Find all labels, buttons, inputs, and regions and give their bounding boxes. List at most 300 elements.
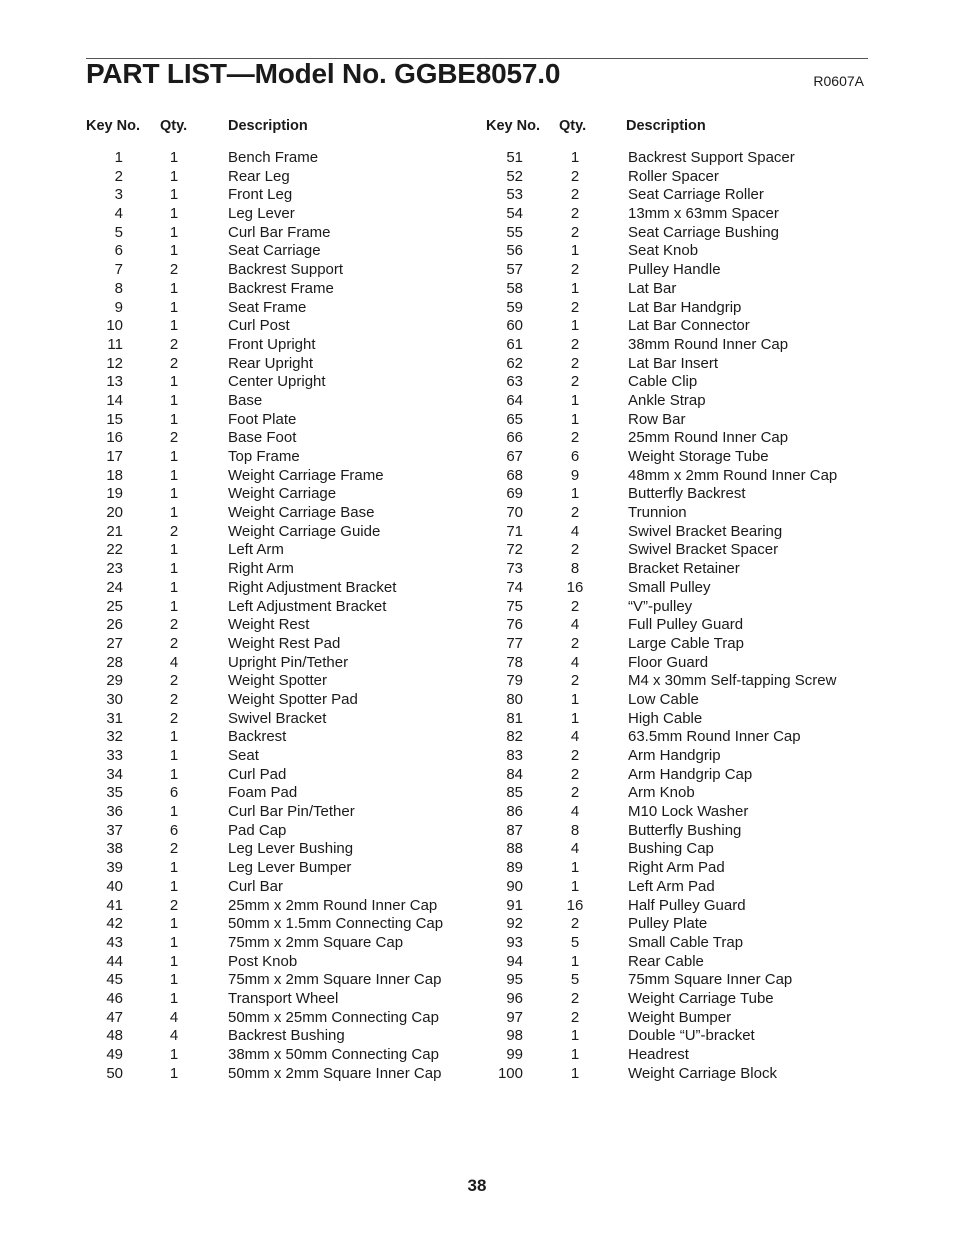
part-key-no: 100	[497, 1064, 523, 1082]
part-description: Curl Pad	[228, 765, 287, 783]
part-description: 75mm x 2mm Square Cap	[228, 933, 404, 951]
part-key-no: 14	[106, 391, 123, 409]
part-key-no: 2	[114, 167, 123, 185]
part-description: Bench Frame	[228, 149, 319, 166]
part-description: Pulley Handle	[628, 261, 721, 279]
part-key-no: 99	[506, 1046, 523, 1063]
part-key-no: 78	[506, 653, 523, 671]
part-key-no: 57	[506, 261, 523, 279]
part-qty: 1	[169, 728, 179, 746]
part-qty: 4	[570, 522, 580, 540]
part-description: Butterfly Backrest	[628, 485, 746, 503]
part-description: Large Cable Trap	[628, 634, 744, 652]
part-qty: 8	[570, 821, 580, 839]
part-qty: 2	[570, 373, 580, 391]
part-key-no: 66	[506, 429, 523, 447]
part-key-no: 76	[506, 616, 523, 634]
qty-header: Qty.	[160, 118, 188, 134]
part-qty: 1	[570, 317, 580, 335]
part-key-no: 81	[506, 709, 523, 727]
part-description: Swivel Bracket Bearing	[628, 522, 783, 540]
part-description: 75mm Square Inner Cap	[628, 971, 793, 989]
part-description: Curl Bar Pin/Tether	[228, 803, 355, 821]
part-qty: 6	[169, 821, 179, 839]
part-description: 75mm x 2mm Square Inner Cap	[228, 971, 442, 989]
part-qty: 2	[570, 915, 580, 933]
part-qty: 1	[570, 242, 580, 260]
part-qty: 2	[169, 896, 179, 914]
part-key-no: 21	[106, 522, 123, 540]
part-description: Cable Clip	[628, 373, 698, 391]
part-qty: 1	[169, 448, 179, 465]
part-description: Weight Rest Pad	[228, 634, 341, 652]
part-key-no: 98	[506, 1027, 523, 1045]
part-key-no: 1	[114, 149, 123, 166]
part-qty: 5	[570, 933, 580, 951]
part-description: Leg Lever	[228, 205, 295, 223]
part-qty: 1	[570, 279, 580, 297]
part-description: Low Cable	[628, 690, 699, 708]
part-description: M4 x 30mm Self-tapping Screw	[628, 672, 837, 690]
part-key-no: 23	[106, 560, 123, 578]
part-qty: 1	[570, 149, 580, 166]
part-description: Transport Wheel	[228, 989, 339, 1007]
part-qty: 1	[169, 466, 179, 484]
part-key-no: 87	[506, 821, 523, 839]
part-description: Small Cable Trap	[628, 933, 744, 951]
part-key-no: 75	[506, 597, 523, 615]
part-description: Ankle Strap	[628, 391, 706, 409]
revision-code: R0607A	[813, 73, 864, 89]
part-key-no: 89	[506, 859, 523, 877]
part-key-no: 52	[506, 167, 523, 185]
part-qty: 1	[169, 1046, 179, 1063]
part-qty: 1	[570, 877, 580, 895]
part-qty: 1	[169, 242, 179, 260]
part-key-no: 41	[106, 896, 123, 914]
part-qty: 1	[169, 578, 179, 596]
part-qty: 4	[169, 1027, 179, 1045]
part-qty: 2	[570, 634, 580, 652]
part-qty: 4	[169, 653, 179, 671]
part-key-no: 18	[106, 466, 123, 484]
part-key-no: 48	[106, 1027, 123, 1045]
part-qty: 1	[169, 410, 179, 428]
part-key-no: 22	[106, 541, 123, 559]
part-key-no: 95	[506, 971, 523, 989]
part-qty: 1	[169, 541, 179, 559]
part-key-no: 85	[506, 784, 523, 802]
part-qty: 4	[570, 616, 580, 634]
part-key-no: 35	[106, 784, 123, 802]
part-key-no: 8	[114, 279, 123, 297]
part-description: Seat Carriage Roller	[628, 186, 764, 204]
part-qty: 1	[570, 391, 580, 409]
part-description: Weight Carriage Tube	[628, 989, 774, 1007]
part-description: Trunnion	[628, 504, 687, 522]
part-qty: 1	[169, 597, 179, 615]
page-title: PART LIST—Model No. GGBE8057.0	[86, 58, 561, 89]
part-key-no: 20	[106, 504, 123, 522]
part-description: Left Adjustment Bracket	[228, 597, 387, 615]
part-qty: 2	[570, 747, 580, 764]
part-description: 38mm Round Inner Cap	[628, 335, 789, 353]
part-qty: 1	[169, 504, 179, 522]
part-description: Weight Carriage Base	[228, 504, 375, 522]
part-key-no: 36	[106, 803, 123, 821]
part-description: 25mm x 2mm Round Inner Cap	[228, 896, 438, 914]
page-number: 38	[467, 1176, 487, 1195]
part-key-no: 93	[506, 933, 523, 951]
part-qty: 1	[169, 560, 179, 578]
part-qty: 1	[570, 859, 580, 877]
part-qty: 2	[169, 690, 179, 708]
part-qty: 2	[570, 354, 580, 372]
part-description: Rear Cable	[628, 952, 704, 970]
part-key-no: 3	[114, 186, 123, 204]
part-key-no: 82	[506, 728, 523, 746]
part-key-no: 38	[106, 840, 123, 858]
part-description: Headrest	[628, 1046, 689, 1063]
part-qty: 1	[169, 933, 179, 951]
part-description: Bracket Retainer	[628, 560, 740, 578]
part-description: Pad Cap	[228, 821, 287, 839]
part-key-no: 9	[114, 298, 123, 316]
part-description: 50mm x 25mm Connecting Cap	[228, 1008, 439, 1026]
part-qty: 4	[570, 653, 580, 671]
part-qty: 4	[570, 840, 580, 858]
part-qty: 1	[169, 952, 179, 970]
part-key-no: 37	[106, 821, 123, 839]
part-key-no: 77	[506, 634, 523, 652]
part-key-no: 47	[106, 1008, 123, 1026]
part-key-no: 56	[506, 242, 523, 260]
part-qty: 2	[169, 634, 179, 652]
part-description: Weight Carriage Block	[628, 1064, 777, 1082]
part-key-no: 30	[106, 690, 123, 708]
part-qty: 1	[570, 1027, 580, 1045]
part-description: 48mm x 2mm Round Inner Cap	[628, 466, 838, 484]
part-description: Front Upright	[228, 335, 316, 353]
part-description: Left Arm	[228, 541, 284, 559]
part-qty: 1	[169, 765, 179, 783]
part-description: 50mm x 2mm Square Inner Cap	[228, 1064, 442, 1082]
part-description: Top Frame	[228, 448, 300, 465]
part-qty: 2	[570, 504, 580, 522]
part-qty: 1	[169, 149, 179, 166]
part-key-no: 7	[114, 261, 123, 279]
part-qty: 2	[570, 597, 580, 615]
part-description: 38mm x 50mm Connecting Cap	[228, 1046, 439, 1063]
part-description: Small Pulley	[628, 578, 711, 596]
part-key-no: 44	[106, 952, 123, 970]
part-key-no: 40	[106, 877, 123, 895]
part-description: Lat Bar	[628, 279, 677, 297]
part-key-no: 62	[506, 354, 523, 372]
part-key-no: 28	[106, 653, 123, 671]
part-description: Row Bar	[628, 410, 686, 428]
part-description: Seat Carriage Bushing	[628, 223, 779, 241]
part-qty: 8	[570, 560, 580, 578]
description-header: Description	[228, 118, 308, 134]
part-key-no: 50	[106, 1064, 123, 1082]
part-key-no: 5	[114, 223, 123, 241]
part-description: M10 Lock Washer	[628, 803, 749, 821]
part-description: Backrest Support	[228, 261, 344, 279]
part-qty: 1	[169, 1064, 179, 1082]
part-qty: 2	[570, 205, 580, 223]
part-description: Backrest Frame	[228, 279, 334, 297]
part-qty: 6	[570, 448, 580, 465]
part-qty: 2	[570, 1008, 580, 1026]
part-key-no: 86	[506, 803, 523, 821]
part-key-no: 72	[506, 541, 523, 559]
part-qty: 2	[570, 541, 580, 559]
part-qty: 1	[169, 877, 179, 895]
part-key-no: 42	[106, 915, 123, 933]
part-description: Weight Carriage Guide	[228, 522, 381, 540]
part-key-no: 45	[106, 971, 123, 989]
part-qty: 16	[566, 896, 584, 914]
key-no-header: Key No.	[486, 118, 540, 134]
part-description: 13mm x 63mm Spacer	[628, 205, 779, 223]
part-key-no: 60	[506, 317, 523, 335]
part-description: Weight Carriage Frame	[228, 466, 384, 484]
part-description: Double “U”-bracket	[628, 1027, 755, 1045]
part-description: Backrest	[228, 728, 287, 746]
part-qty: 2	[570, 429, 580, 447]
part-key-no: 84	[506, 765, 523, 783]
part-qty: 1	[570, 952, 580, 970]
part-qty: 2	[169, 429, 179, 447]
key-no-header: Key No.	[86, 118, 140, 134]
part-description: Half Pulley Guard	[628, 896, 746, 914]
part-description: Base	[228, 391, 263, 409]
part-qty: 2	[570, 335, 580, 353]
part-description: Arm Handgrip Cap	[628, 765, 753, 783]
part-qty: 2	[570, 989, 580, 1007]
part-qty: 2	[169, 354, 179, 372]
part-description: Curl Post	[228, 317, 290, 335]
part-key-no: 12	[106, 354, 123, 372]
part-key-no: 6	[114, 242, 123, 260]
part-qty: 2	[570, 298, 580, 316]
part-description: Arm Knob	[628, 784, 695, 802]
part-description: Floor Guard	[628, 653, 709, 671]
part-qty: 1	[570, 1046, 580, 1063]
part-qty: 9	[570, 466, 580, 484]
part-key-no: 32	[106, 728, 123, 746]
part-description: Lat Bar Insert	[628, 354, 719, 372]
part-description: Backrest Bushing	[228, 1027, 345, 1045]
part-key-no: 54	[506, 205, 523, 223]
part-description: Right Adjustment Bracket	[228, 578, 397, 596]
part-description: Right Arm Pad	[628, 859, 725, 877]
part-key-no: 49	[106, 1046, 123, 1063]
part-qty: 2	[169, 522, 179, 540]
part-qty: 2	[169, 672, 179, 690]
part-key-no: 11	[107, 335, 123, 353]
part-description: 25mm Round Inner Cap	[628, 429, 789, 447]
part-key-no: 16	[106, 429, 123, 447]
part-key-no: 65	[506, 410, 523, 428]
part-qty: 4	[169, 1008, 179, 1026]
part-description: Weight Spotter	[228, 672, 327, 690]
part-description: Seat Knob	[628, 242, 699, 260]
part-key-no: 17	[106, 448, 123, 465]
part-description: Butterfly Bushing	[628, 821, 742, 839]
part-qty: 2	[570, 765, 580, 783]
part-qty: 1	[570, 410, 580, 428]
part-description: Center Upright	[228, 373, 326, 391]
part-key-no: 69	[506, 485, 523, 503]
part-qty: 1	[169, 971, 179, 989]
part-key-no: 58	[506, 279, 523, 297]
part-description: Pulley Plate	[628, 915, 708, 933]
part-description: Swivel Bracket Spacer	[628, 541, 779, 559]
part-key-no: 83	[506, 747, 523, 764]
part-qty: 1	[570, 690, 580, 708]
part-qty: 6	[169, 784, 179, 802]
part-description: Post Knob	[228, 952, 298, 970]
part-qty: 2	[169, 261, 179, 279]
part-description: Right Arm	[228, 560, 294, 578]
part-description: Seat	[228, 747, 259, 764]
part-qty: 2	[169, 840, 179, 858]
part-qty: 4	[570, 728, 580, 746]
part-key-no: 43	[106, 933, 123, 951]
part-description: Full Pulley Guard	[628, 616, 744, 634]
description-header: Description	[626, 118, 706, 134]
part-key-no: 10	[106, 317, 123, 335]
part-qty: 1	[169, 915, 179, 933]
part-key-no: 15	[106, 410, 123, 428]
part-description: Arm Handgrip	[628, 747, 721, 764]
part-key-no: 33	[106, 747, 123, 764]
part-qty: 1	[169, 298, 179, 316]
part-qty: 2	[169, 335, 179, 353]
part-key-no: 55	[506, 223, 523, 241]
part-key-no: 68	[506, 466, 523, 484]
part-key-no: 59	[506, 298, 523, 316]
part-description: Weight Bumper	[628, 1008, 732, 1026]
part-qty: 2	[169, 616, 179, 634]
part-description: Leg Lever Bumper	[228, 859, 352, 877]
part-qty: 1	[169, 989, 179, 1007]
part-description: Curl Bar Frame	[228, 223, 331, 241]
part-key-no: 74	[506, 578, 523, 596]
part-qty: 16	[566, 578, 584, 596]
part-key-no: 70	[506, 504, 523, 522]
part-qty: 2	[570, 186, 580, 204]
part-description: 63.5mm Round Inner Cap	[628, 728, 801, 746]
part-qty: 1	[169, 186, 179, 204]
part-key-no: 34	[106, 765, 123, 783]
part-key-no: 39	[106, 859, 123, 877]
part-description: Weight Carriage	[228, 485, 337, 503]
part-qty: 1	[169, 859, 179, 877]
part-qty: 1	[570, 1064, 580, 1082]
part-description: Front Leg	[228, 186, 293, 204]
part-key-no: 53	[506, 186, 523, 204]
part-key-no: 19	[106, 485, 123, 503]
part-qty: 1	[169, 205, 179, 223]
part-key-no: 4	[114, 205, 123, 223]
part-description: Leg Lever Bushing	[228, 840, 354, 858]
part-description: Foam Pad	[228, 784, 298, 802]
part-description: Curl Bar	[228, 877, 284, 895]
part-description: Upright Pin/Tether	[228, 653, 349, 671]
part-key-no: 94	[506, 952, 523, 970]
part-key-no: 29	[106, 672, 123, 690]
part-key-no: 96	[506, 989, 523, 1007]
part-key-no: 80	[506, 690, 523, 708]
part-description: Lat Bar Connector	[628, 317, 750, 335]
part-key-no: 73	[506, 560, 523, 578]
part-qty: 1	[169, 485, 179, 503]
part-qty: 1	[169, 373, 179, 391]
qty-header: Qty.	[559, 118, 587, 134]
part-description: Foot Plate	[228, 410, 297, 428]
part-description: Seat Carriage	[228, 242, 321, 260]
part-qty: 2	[570, 223, 580, 241]
part-description: Backrest Support Spacer	[628, 149, 795, 166]
part-qty: 1	[570, 709, 580, 727]
part-description: High Cable	[628, 709, 703, 727]
part-key-no: 91	[506, 896, 523, 914]
part-qty: 1	[570, 485, 580, 503]
part-key-no: 63	[506, 373, 523, 391]
part-key-no: 71	[506, 522, 523, 540]
part-qty: 1	[169, 317, 179, 335]
part-key-no: 31	[106, 709, 123, 727]
part-description: Base Foot	[228, 429, 297, 447]
part-description: Bushing Cap	[628, 840, 714, 858]
part-qty: 2	[570, 672, 580, 690]
part-qty: 1	[169, 223, 179, 241]
part-key-no: 67	[506, 448, 523, 465]
part-description: Lat Bar Handgrip	[628, 298, 742, 316]
part-description: Weight Spotter Pad	[228, 690, 358, 708]
part-key-no: 46	[106, 989, 123, 1007]
part-description: 50mm x 1.5mm Connecting Cap	[228, 915, 444, 933]
part-qty: 1	[169, 167, 179, 185]
part-key-no: 64	[506, 391, 523, 409]
part-key-no: 51	[506, 149, 523, 166]
part-description: Weight Rest	[228, 616, 310, 634]
part-key-no: 79	[506, 672, 523, 690]
part-key-no: 92	[506, 915, 523, 933]
part-description: Seat Frame	[228, 298, 307, 316]
part-qty: 2	[169, 709, 179, 727]
part-qty: 2	[570, 167, 580, 185]
part-qty: 4	[570, 803, 580, 821]
part-description: Swivel Bracket	[228, 709, 327, 727]
part-description: Rear Leg	[228, 167, 290, 185]
part-qty: 1	[169, 803, 179, 821]
part-key-no: 25	[106, 597, 123, 615]
part-qty: 1	[169, 747, 179, 764]
part-key-no: 26	[106, 616, 123, 634]
part-qty: 2	[570, 784, 580, 802]
part-description: “V”-pulley	[628, 597, 693, 615]
part-key-no: 13	[106, 373, 123, 391]
part-key-no: 61	[506, 335, 523, 353]
part-description: Roller Spacer	[628, 167, 719, 185]
part-key-no: 90	[506, 877, 523, 895]
part-description: Weight Storage Tube	[628, 448, 769, 465]
part-qty: 1	[169, 279, 179, 297]
